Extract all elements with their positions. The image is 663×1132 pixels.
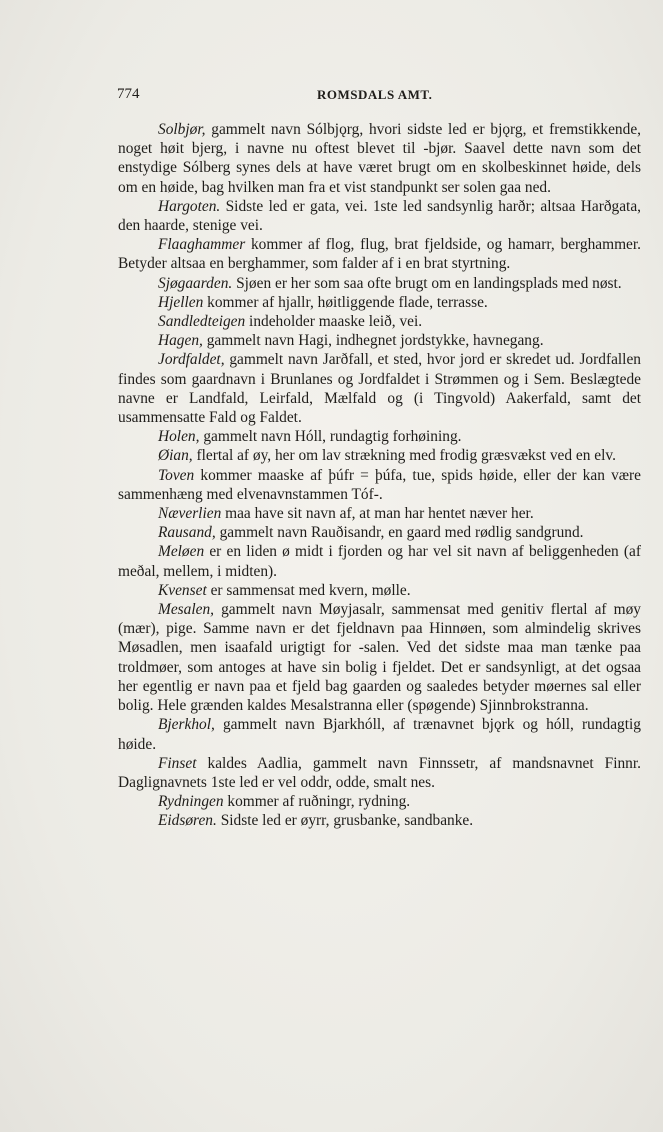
entry-head: Sandledteigen	[158, 313, 246, 331]
entry-sandledteigen	[118, 312, 641, 331]
entry-head: Finset	[158, 754, 197, 772]
entry-head: Næverlien	[158, 505, 222, 523]
entry-head: Holen,	[158, 428, 200, 446]
entry-text: flertal af øy, her om lav strækning med frodig græsvækst ved en elv.	[192, 447, 616, 465]
entry-text: gammelt navn Sólbjǫrg, hvori sidste led er bjǫrg, et fremstikkende, noget høit bjerg, i navne nu oftest blevet til -bjør. Saavel dette navn som det enstydige Sólberg synes dels at have været brugt om en skolbeskinnet høide, dels om en høide, bag hvilken man fra et vist standpunkt ser solen gaa ned.	[118, 121, 641, 196]
entry-hagen	[118, 331, 641, 350]
entry-kvenset	[118, 581, 641, 600]
entry-text: er sammensat med kvern, mølle.	[206, 581, 411, 599]
entry-head: Meløen	[158, 543, 205, 561]
entry-text: gammelt navn Bjarkhóll, af trænavnet bjǫrk og hóll, rundagtig høide.	[118, 716, 641, 753]
entry-text: gammelt navn Hagi, indhegnet jordstykke, havnegang.	[202, 332, 544, 350]
entry-eidsoren	[118, 811, 641, 830]
entry-text: kommer af hjallr, høitliggende flade, terrasse.	[203, 293, 488, 311]
entry-text: gammelt navn Hóll, rundagtig forhøining.	[199, 428, 462, 446]
entry-text: kommer af flog, flug, brat fjeldside, og hamarr, berghammer. Betyder altsaa en berghammer, som falder af i en brat styrtning.	[118, 236, 641, 273]
page-header	[117, 86, 641, 106]
entry-holen	[118, 427, 641, 446]
entry-text: Sidste led er øyrr, grusbanke, sandbanke.	[216, 812, 474, 830]
entry-oian	[118, 446, 641, 465]
entry-head: Øian,	[158, 447, 193, 465]
entry-flaaghammer	[118, 235, 641, 273]
entry-head: Eidsøren.	[158, 812, 217, 830]
entry-rydningen	[118, 792, 641, 811]
entry-hargoten	[118, 197, 641, 235]
entry-sjogaarden	[118, 274, 641, 293]
entry-head: Hjellen	[158, 293, 204, 311]
entry-head: Mesalen,	[158, 601, 214, 619]
entry-solbjor	[118, 120, 641, 197]
entry-head: Flaaghammer	[158, 236, 246, 254]
entry-head: Bjerkhol,	[158, 716, 215, 734]
entry-naeverlien	[118, 504, 641, 523]
entry-text: gammelt navn Møyjasalr, sammensat med genitiv flertal af møy (mær), pige. Samme navn er det fjeldnavn paa Hinnøen, som almindelig skrives Møsadlen, men isaafald urigtigt for -salen. Ved det sidste maa man tænke paa troldmøer, som antoges at have sin bolig i fjeldet. Det er sandsynligt, at det ogsaa her egentlig er navn paa et fjeld bag gaarden og saaledes betyder møernes sal eller bolig. Hele grænden kaldes Mesalstranna eller (spøgende) Sjinnbrokstranna.	[118, 601, 641, 715]
entry-text: Sidste led er gata, vei. 1ste led sandsynlig harðr; altsaa Harðgata, den haarde, stenige vei.	[118, 197, 641, 235]
entry-head: Sjøgaarden.	[158, 274, 233, 292]
entry-meloen	[118, 542, 641, 580]
entry-head: Hagen,	[158, 332, 203, 350]
entry-head: Rausand,	[158, 524, 216, 542]
entry-text: maa have sit navn af, at man har hentet næver her.	[221, 505, 534, 523]
body-text	[118, 120, 641, 831]
entry-jordfaldet	[118, 350, 641, 427]
entry-text: kommer maaske af þúfr = þúfa, tue, spids høide, eller der kan være sammenhæng med elvenavnstammen Tóf-.	[118, 466, 641, 503]
entry-head: Solbjør,	[158, 121, 206, 138]
entry-text: gammelt navn Jarðfall, et sted, hvor jord er skredet ud. Jordfallen findes som gaardnavn i Brunlanes og Jordfaldet i Strømmen og i Sem. Beslægtede navne er Landfald, Leirfald, Mælfald og (i Tingvold) Aakerfald, samt det usammensatte Fald og Faldet.	[118, 351, 641, 427]
entry-mesalen	[118, 600, 641, 715]
entry-text: indeholder maaske leið, vei.	[245, 313, 423, 331]
entry-text: Sjøen er her som saa ofte brugt om en landingsplads med nøst.	[232, 274, 622, 292]
running-head: ROMSDALS AMT.	[317, 87, 433, 102]
entry-text: kaldes Aadlia, gammelt navn Finnssetr, af mandsnavnet Finnr. Daglignavnets 1ste led er vel oddr, odde, smalt nes.	[118, 754, 641, 791]
page-number: 774	[117, 86, 140, 102]
entry-text: kommer af ruðningr, rydning.	[223, 793, 411, 811]
entry-head: Hargoten.	[158, 197, 221, 215]
entry-hjellen	[118, 293, 641, 312]
entry-text: gammelt navn Rauðisandr, en gaard med rødlig sandgrund.	[215, 524, 584, 542]
entry-head: Rydningen	[158, 793, 224, 811]
entry-text: er en liden ø midt i fjorden og har vel sit navn af beliggenheden (af meðal, mellem, i midten).	[118, 543, 641, 580]
entry-head: Toven	[158, 466, 195, 484]
entry-finset	[118, 754, 641, 792]
entry-head: Kvenset	[158, 581, 207, 599]
entry-bjerkhol	[118, 715, 641, 753]
entry-head: Jordfaldet,	[158, 351, 225, 369]
entry-rausand	[118, 523, 641, 542]
entry-toven	[118, 466, 641, 504]
